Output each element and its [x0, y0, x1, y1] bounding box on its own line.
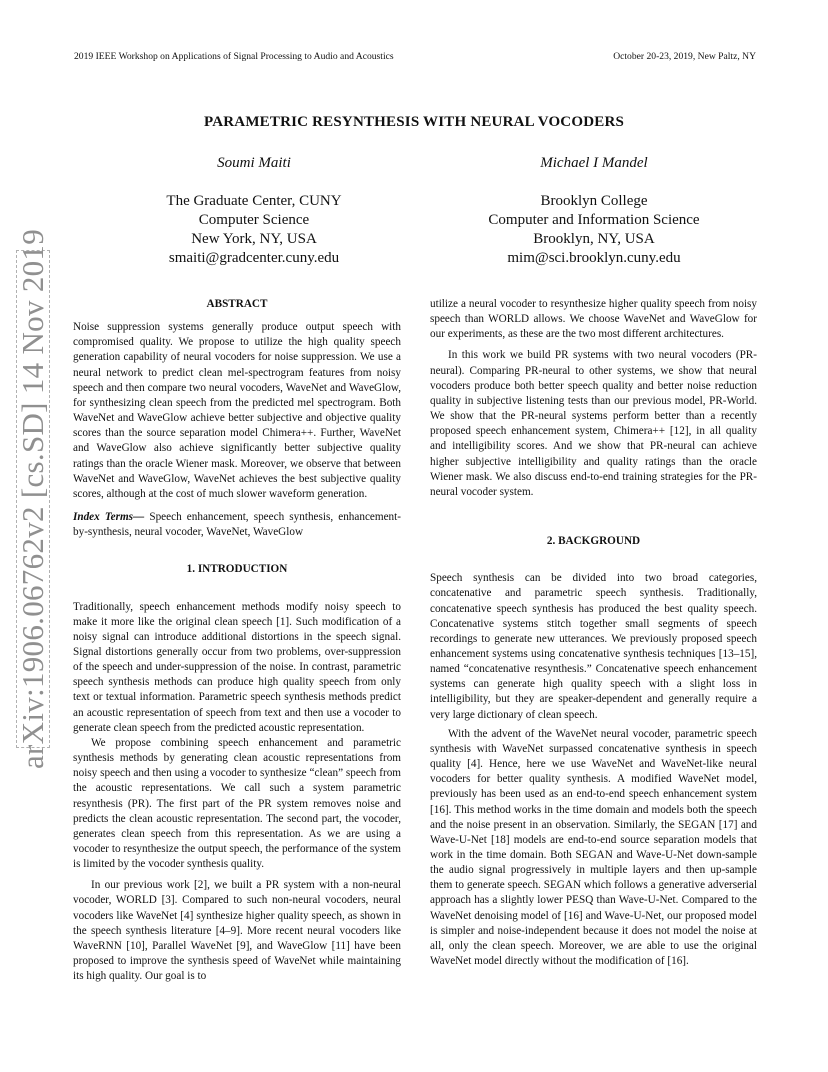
author-name: Michael I Mandel: [540, 155, 648, 171]
author-name: Soumi Maiti: [217, 155, 291, 171]
arxiv-stamp-text: arXiv:1906.06762v2 [cs.SD] 14 Nov 2019: [15, 228, 50, 770]
author-email: mim@sci.brooklyn.cuny.edu: [507, 250, 681, 266]
intro-paragraph-3: In our previous work [2], we built a PR system with a non-neural vocoder, WORLD [3]. Compared to such non-neural vocoders, neural vocoders like WaveNet [4] synthesize higher quality speech, as shown in the speech synthesis literature [4–9]. More recent neural vocoders like WaveRNN [10], Parallel WaveNet [9], and WaveGlow [11] have been proposed to improve the synthesis speed of WaveNet while maintaining its high quality. Our goal is to: [73, 879, 401, 983]
right-column: [430, 297, 757, 969]
paper-title: PARAMETRIC RESYNTHESIS WITH NEURAL VOCODERS: [203, 114, 625, 130]
index-terms-label: Index Terms—: [73, 511, 145, 524]
left-column: [73, 297, 401, 984]
right-paragraph-2: In this work we build PR systems with two neural vocoders (PR-neural). Comparing PR-neural to other systems, we show that neural vocoders produce both better speech quality and better noise reduction quality in subjective listening tests than our previous model, PR-World. We show that the PR-neural systems perform better than a recently proposed speech enhancement system, Chimera++ [12], in all quality and intelligibility scores. And we show that PR-neural can achieve higher subjective intelligibility and quality ratings than the oracle Wiener mask. We also discuss end-to-end training strategies for the PR-neural vocoder system.: [430, 349, 757, 498]
running-header-right: October 20-23, 2019, New Paltz, NY: [613, 51, 756, 62]
author-location: New York, NY, USA: [191, 231, 317, 247]
intro-paragraph-1: Traditionally, speech enhancement methods modify noisy speech to make it more like the original clean speech [1]. Such modification of a noisy signal can introduce additional distortions in the speech signal. Signal distortions generally occur from two problems, over-suppression of the speech and under-suppression of the noise. In contrast, parametric speech synthesis methods can produce high quality speech from only text or textual information. Parametric speech synthesis methods predict an acoustic representation of speech from text and then use a vocoder to generate clean speech from the predicted acoustic representation.: [73, 600, 401, 734]
index-terms: [73, 510, 401, 540]
author-email: smaiti@gradcenter.cuny.edu: [168, 250, 340, 266]
running-header-left: 2019 IEEE Workshop on Applications of Signal Processing to Audio and Acoustics: [74, 51, 394, 62]
index-terms-text: Speech enhancement, speech synthesis, enhancement-by-synthesis, neural vocoder, WaveNet, WaveGlow: [73, 511, 401, 539]
author-affiliation: The Graduate Center, CUNY: [166, 193, 342, 209]
right-paragraph-1: utilize a neural vocoder to resynthesize higher quality speech from noisy speech than WORLD allows. We choose WaveNet and WaveGlow for our experiments, as these are the two most different architectures.: [430, 298, 757, 341]
author-block-1: [138, 155, 370, 268]
arxiv-stamp: [10, 228, 56, 770]
intro-paragraph-2: We propose combining speech enhancement and parametric synthesis methods by generating clean acoustic representations from noisy speech and then using a vocoder to synthesize “clean” speech from the acoustic representations. We call such a system parametric resynthesis (PR). The first part of the PR system removes noise and predicts the clean acoustic representation. The second part, the vocoder, generates clean speech from this representation. As we are using a vocoder to resynthesize the output speech, the performance of the system is limited by the vocoder synthesis quality.: [73, 736, 401, 871]
background-paragraph-1: Speech synthesis can be divided into two broad categories, concatenative and parametric speech synthesis. Traditionally, concatenative speech synthesis has produced the best quality speech. Concatenative systems stitch together small segments of speech recordings to generate new utterances. We previously proposed speech enhancement systems using concatenative synthesis techniques [13–15], named “concatenative resynthesis.” Concatenative speech enhancement systems can generate high quality speech with a slight loss in intelligibility, but they are speaker-dependent and generally require a very large dictionary of clean speech.: [430, 572, 757, 721]
intro-heading: 1. INTRODUCTION: [186, 563, 288, 576]
author-affiliation: Brooklyn College: [540, 193, 648, 209]
author-location: Brooklyn, NY, USA: [533, 231, 655, 247]
abstract-text: Noise suppression systems generally produce output speech with compromised quality. We propose to utilize the high quality speech generation capability of neural vocoders for noise suppression. We use a neural network to predict clean mel-spectrogram features from noisy speech and then compare two neural vocoders, WaveNet and WaveGlow, for synthesizing clean speech from the predicted mel spectrogram. Both WaveNet and WaveGlow achieve better subjective and objective quality scores than the source separation model Chimera++. Further, WaveNet and WaveGlow also achieve significantly better subjective quality ratings than the oracle Wiener mask. Moreover, we observe that between WaveNet and WaveGlow, WaveNet achieves the best subjective quality scores, although at the cost of much slower waveform generation.: [73, 321, 401, 500]
background-paragraph-2: With the advent of the WaveNet neural vocoder, parametric speech synthesis with WaveNet surpassed concatenative synthesis in speech quality [4]. Hence, here we use WaveNet and WaveNet-like neural vocoders for better quality synthesis. A modified WaveNet model, previously has been used as an end-to-end speech enhancement system [16]. This method works in the time domain and models both the speech and the noise present in an observation. Similarly, the SEGAN [17] and Wave-U-Net [18] models are end-to-end source separation models that work in the time domain. Both SEGAN and Wave-U-Net down-sample the audio signal progressively in multiple layers and then up-sample them to generate speech. SEGAN which follows a generative adverserial approach has a slightly lower PESQ than Wave-U-Net. Compared to the WaveNet denoising model of [16] and Wave-U-Net, our proposed model is simpler and noise-independent because it does not model the noise at all, only the clean speech. Moreover, we are able to use the original WaveNet model directly without the modification of [16].: [430, 727, 757, 968]
author-department: Computer Science: [198, 212, 310, 228]
author-block-2: [464, 155, 724, 268]
author-department: Computer and Information Science: [488, 212, 700, 228]
abstract-heading: ABSTRACT: [206, 298, 268, 310]
background-heading: 2. BACKGROUND: [546, 535, 641, 548]
